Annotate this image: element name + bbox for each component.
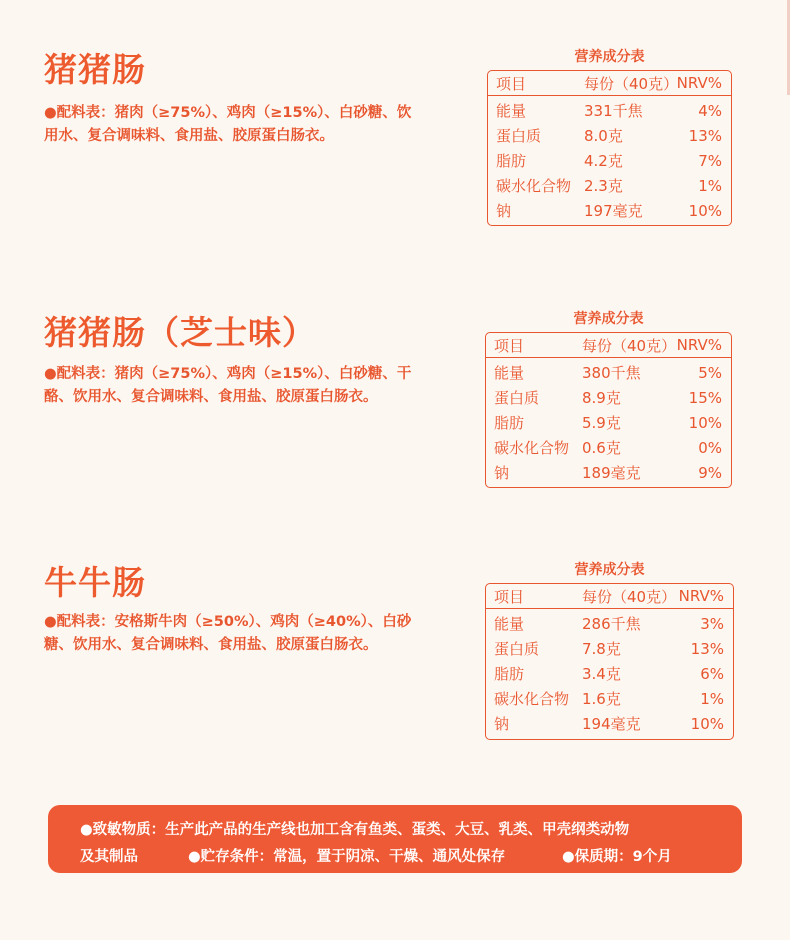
- nutrient-nrv: 3%: [700, 614, 724, 633]
- nutrient-nrv: 1%: [698, 176, 722, 195]
- storage-conditions: ●贮存条件：常温，置于阴凉、干燥、通风处保存: [188, 849, 506, 865]
- nutrient-name: 能量: [496, 102, 527, 120]
- nutrient-name: 能量: [494, 615, 525, 633]
- nutrition-header: [488, 71, 731, 96]
- nutrition-table: [487, 70, 732, 226]
- nutrition-row: [486, 460, 731, 485]
- nutrient-name: 蛋白质: [494, 640, 540, 658]
- nutrient-nrv: 10%: [688, 201, 722, 220]
- product-title: 牛牛肠: [44, 563, 146, 602]
- nutrient-amount: 1.6克: [582, 690, 621, 708]
- header-serving: 每份（40克）: [584, 74, 679, 93]
- info-footer-banner: [48, 805, 742, 873]
- nutrient-name: 脂肪: [496, 152, 527, 170]
- nutrient-nrv: 13%: [690, 639, 724, 658]
- allergen-text-continued: 及其制品: [80, 849, 138, 865]
- ingredients-text: ●配料表：安格斯牛肉（≥50%）、鸡肉（≥40%）、白砂糖、饮用水、复合调味料、食用盐、胶原蛋白肠衣。: [44, 614, 412, 653]
- nutrient-amount: 8.0克: [584, 127, 623, 145]
- product-title: 猪猪肠（芝士味）: [44, 313, 316, 352]
- nutrition-table: [485, 332, 732, 488]
- nutrient-name: 碳水化合物: [496, 177, 572, 195]
- allergen-text: ●致敏物质：生产此产品的生产线也加工含有鱼类、蛋类、大豆、乳类、甲壳纲类动物: [80, 822, 630, 838]
- nutrient-nrv: 6%: [700, 664, 724, 683]
- ingredients-text: ●配料表：猪肉（≥75%）、鸡肉（≥15%）、白砂糖、饮用水、复合调味料、食用盐、胶原蛋白肠衣。: [44, 105, 412, 144]
- nutrient-nrv: 0%: [698, 438, 722, 457]
- nutrition-caption: 营养成分表: [573, 311, 644, 327]
- nutrient-name: 钠: [494, 464, 510, 482]
- product-title: 猪猪肠: [44, 50, 146, 89]
- nutrition-row: [488, 98, 731, 123]
- nutrition-row: [488, 198, 731, 223]
- header-serving: 每份（40克）: [582, 587, 677, 606]
- nutrient-name: 脂肪: [494, 665, 525, 683]
- nutrient-nrv: 7%: [698, 151, 722, 170]
- header-item: 项目: [494, 587, 525, 606]
- nutrient-nrv: 1%: [700, 689, 724, 708]
- nutrition-row: [488, 148, 731, 173]
- nutrient-amount: 3.4克: [582, 665, 621, 683]
- nutrient-amount: 189毫克: [582, 464, 641, 482]
- nutrient-amount: 7.8克: [582, 640, 621, 658]
- nutrient-amount: 4.2克: [584, 152, 623, 170]
- nutrient-name: 碳水化合物: [494, 690, 570, 708]
- nutrient-nrv: 10%: [688, 413, 722, 432]
- nutrient-nrv: 13%: [688, 126, 722, 145]
- nutrition-row: [486, 410, 731, 435]
- nutrient-amount: 5.9克: [582, 414, 621, 432]
- nutrient-amount: 0.6克: [582, 439, 621, 457]
- nutrition-caption: 营养成分表: [574, 562, 645, 578]
- nutrient-name: 蛋白质: [496, 127, 542, 145]
- nutrient-name: 钠: [496, 202, 512, 220]
- nutrient-amount: 331千焦: [584, 102, 643, 120]
- ingredients-text: ●配料表：猪肉（≥75%）、鸡肉（≥15%）、白砂糖、干酪、饮用水、复合调味料、食用盐、胶原蛋白肠衣。: [44, 366, 412, 405]
- nutrition-row: [486, 661, 733, 686]
- shelf-life: ●保质期：9个月: [562, 849, 672, 865]
- nutrition-header: [486, 584, 733, 609]
- nutrient-nrv: 10%: [690, 714, 724, 733]
- nutrition-row: [486, 636, 733, 661]
- nutrient-name: 能量: [494, 364, 525, 382]
- nutrition-header: [486, 333, 731, 358]
- nutrient-name: 脂肪: [494, 414, 525, 432]
- nutrient-name: 钠: [494, 715, 510, 733]
- nutrient-name: 碳水化合物: [494, 439, 570, 457]
- nutrient-amount: 380千焦: [582, 364, 641, 382]
- nutrition-row: [486, 435, 731, 460]
- nutrition-row: [488, 123, 731, 148]
- nutrition-row: [488, 173, 731, 198]
- header-serving: 每份（40克）: [582, 336, 677, 355]
- nutrition-row: [486, 711, 733, 736]
- nutrient-amount: 286千焦: [582, 615, 641, 633]
- header-item: 项目: [494, 336, 525, 355]
- nutrient-nrv: 4%: [698, 101, 722, 120]
- nutrient-amount: 194毫克: [582, 715, 641, 733]
- nutrition-row: [486, 360, 731, 385]
- nutrient-nrv: 15%: [688, 388, 722, 407]
- header-nrv: NRV%: [676, 336, 722, 354]
- nutrient-nrv: 9%: [698, 463, 722, 482]
- nutrient-amount: 8.9克: [582, 389, 621, 407]
- header-item: 项目: [496, 74, 527, 93]
- nutrition-row: [486, 611, 733, 636]
- nutrient-name: 蛋白质: [494, 389, 540, 407]
- header-nrv: NRV%: [678, 587, 724, 605]
- nutrition-row: [486, 385, 731, 410]
- nutrition-row: [486, 686, 733, 711]
- nutrient-nrv: 5%: [698, 363, 722, 382]
- nutrient-amount: 2.3克: [584, 177, 623, 195]
- nutrition-caption: 营养成分表: [574, 49, 645, 65]
- nutrition-table: [485, 583, 734, 740]
- nutrient-amount: 197毫克: [584, 202, 643, 220]
- header-nrv: NRV%: [676, 74, 722, 92]
